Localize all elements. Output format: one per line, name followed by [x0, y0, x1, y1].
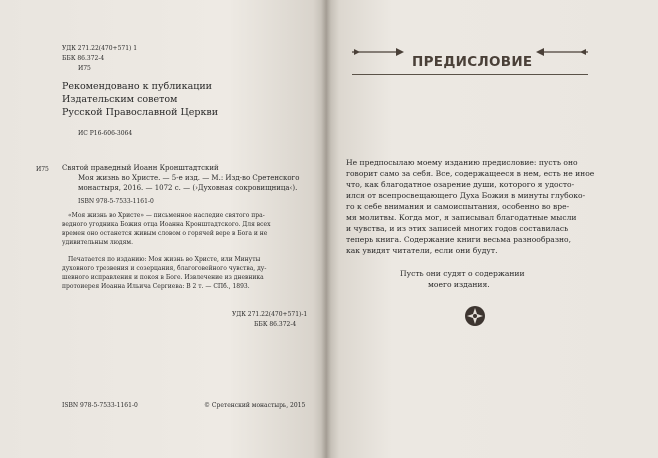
ornament-left-icon [352, 46, 404, 58]
preface-line-1: Не предпосылаю моему изданию предисловие: пусть оно [346, 158, 578, 167]
preface-line-9: как увидят читатели, если они будут. [346, 246, 498, 255]
udk-line-2: УДК 271.22(470+571)-1 [232, 311, 308, 318]
left-page [0, 0, 326, 458]
bib-line-2: Моя жизнь во Христе. — 5-е изд. — М.: Изд-во Сретенского [78, 174, 300, 182]
ornamental-cross-icon [464, 305, 486, 327]
is-number: ИС Р16-606-3064 [78, 130, 133, 137]
preface-line-8: теперь книга. Содержание книги весьма разнообразно, [346, 235, 572, 244]
bib-line-1: Святой праведный Иоанн Кронштадтский [62, 164, 219, 172]
bib-line-3: монастыря, 2016. — 1072 с. — (›Духовная сокровищница‹). [78, 184, 298, 192]
ornament-right-icon [536, 46, 588, 58]
printed-from-line-3: шевного исправления и покоя в Боге. Извлечение из дневника [62, 274, 264, 281]
recommendation-line-3: Русской Православной Церкви [62, 107, 219, 118]
annotation-line-1: «Моя жизнь во Христе» — письменное наследие святого пра- [68, 212, 265, 219]
author-code: И75 [78, 65, 91, 72]
preface-line-2: говорит само за себя. Все, содержащееся в нем, есть не иное [346, 169, 595, 178]
isbn-small: ISBN 978-5-7533-1161-0 [78, 198, 154, 205]
printed-from-line-2: духовного трезвения и созерцания, благоговейного чувства, ду- [62, 265, 267, 272]
margin-code: И75 [36, 166, 49, 173]
preface-line-5: го к себе внимания и самоиспытания, особенно во вре- [346, 202, 570, 211]
annotation-line-3: времен оно останется живым словом о горячей вере в Бога и не [62, 230, 268, 237]
printed-from-line-4: протоиерея Иоанна Ильича Сергиева: В 2 т. — СПб., 1893. [62, 283, 250, 290]
printed-from-line-1: Печатается по изданию: Моя жизнь во Христе, или Минуты [68, 256, 261, 263]
annotation-line-2: ведного угодника Божия отца Иоанна Кронштадтского. Для всех [62, 221, 271, 228]
title-underline [352, 74, 588, 75]
isbn-bottom: ISBN 978-5-7533-1161-0 [62, 402, 138, 409]
closing-line-2: моего издания. [428, 280, 490, 289]
preface-line-4: ился от всепросвещающего Духа Божия в минуты глубоко- [346, 191, 586, 200]
bbk-line: ББК 86.372-4 [62, 55, 105, 62]
recommendation-line-1: Рекомендовано к публикации [62, 81, 213, 92]
copyright: © Сретенский монастырь, 2015 [204, 402, 306, 409]
preface-line-7: и чувства, и из этих записей многих годов составилась [346, 224, 569, 233]
annotation-line-4: удивительным людям. [62, 239, 133, 246]
book-gutter [321, 0, 331, 458]
bbk-line-2: ББК 86.372-4 [254, 321, 297, 328]
page-title: ПРЕДИСЛОВИЕ [412, 54, 533, 70]
recommendation-line-2: Издательским советом [62, 94, 178, 105]
closing-line-1: Пусть они судят о содержании [400, 269, 525, 278]
udk-line: УДК 271.22(470+571) 1 [62, 45, 138, 52]
preface-line-3: что, как благодатное озарение души, которого я удосто- [346, 180, 575, 189]
preface-line-6: мя молитвы. Когда мог, я записывал благодатные мысли [346, 213, 577, 222]
